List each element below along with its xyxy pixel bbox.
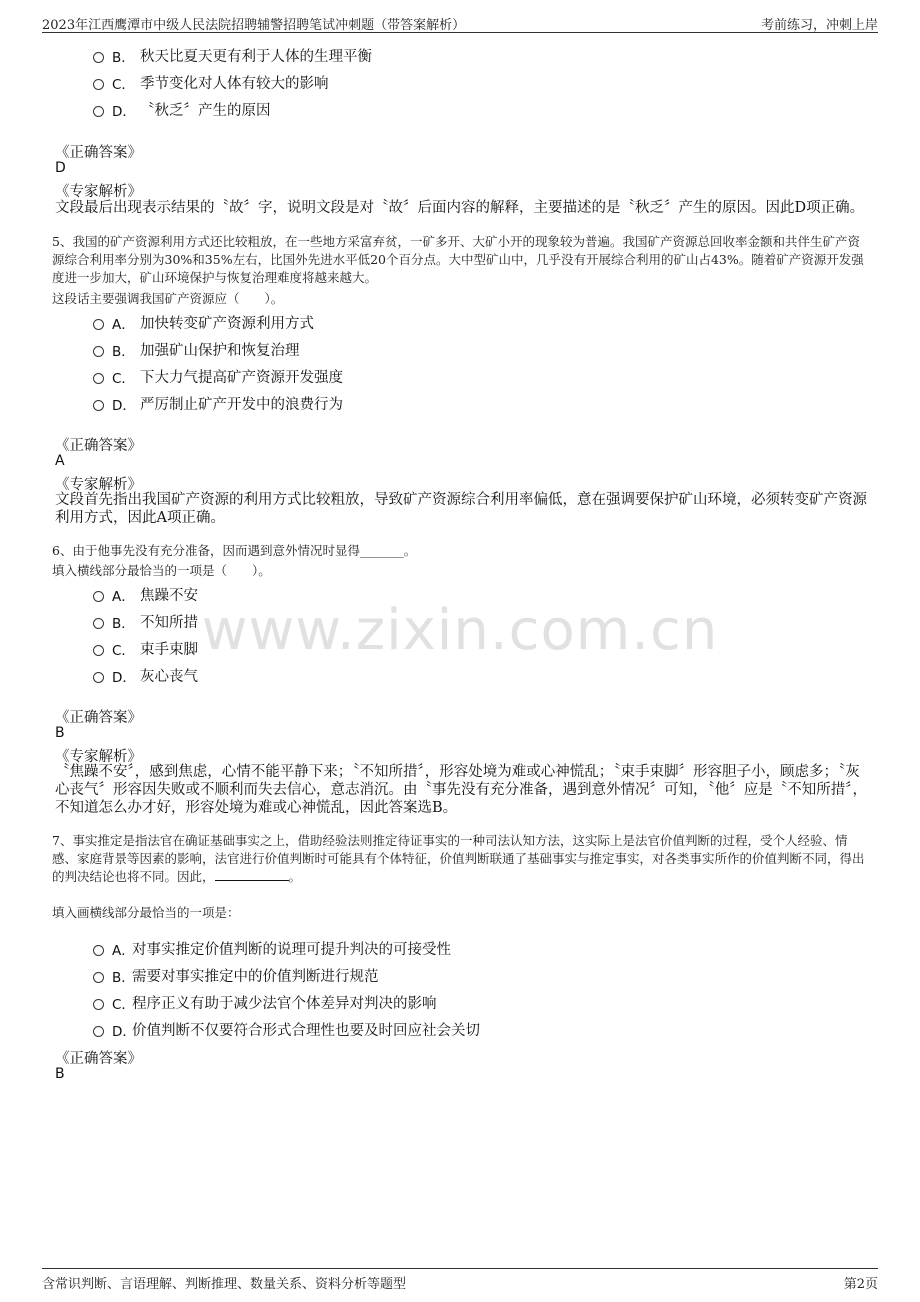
q5-prompt: 这段话主要强调我国矿产资源应（ ）。 bbox=[52, 291, 284, 306]
document-title: 2023年江西鹰潭市中级人民法院招聘辅警招聘笔试冲刺题（带答案解析） bbox=[42, 18, 466, 33]
header-divider bbox=[42, 32, 878, 33]
q6-prompt: 填入横线部分最恰当的一项是（ ）。 bbox=[52, 563, 271, 578]
radio-icon[interactable] bbox=[93, 618, 104, 629]
q4-option-d[interactable]: D． 〝秋乏〞产生的原因 bbox=[93, 99, 271, 120]
q4-answer-tag: 《正确答案》 bbox=[55, 145, 142, 161]
radio-icon[interactable] bbox=[93, 373, 104, 384]
q7-prompt: 填入画横线部分最恰当的一项是： bbox=[52, 905, 240, 920]
footer-text: 含常识判断、言语理解、判断推理、数量关系、资料分析等题型 bbox=[42, 1277, 407, 1292]
q6-stem: 6、由于他事先没有充分准备，因而遇到意外情况时显得_______。 bbox=[52, 543, 417, 558]
q5-analysis: 文段首先指出我国矿产资源的利用方式比较粗放，导致矿产资源综合利用率偏低，意在强调要保护矿山环境，必须转变矿产资源利用方式，因此A项正确。 bbox=[55, 492, 867, 526]
q6-analysis-tag: 《专家解析》 bbox=[55, 749, 142, 765]
q6-option-c[interactable]: C． 束手束脚 bbox=[93, 638, 198, 659]
q5-stem: 5、我国的矿产资源利用方式还比较粗放，在一些地方采富弃贫，一矿多开、大矿小开的现象较为普遍。我国矿产资源总回收率金额和共伴生矿产资源综合利用率分别为30%和35%左右，比国外先进水平低20个百分点。大中型矿山中，几乎没有开展综合利用的矿山占43%。随着矿产资源开发强度进一步加大，矿山环境保护与恢复治理难度将越来越大。 bbox=[52, 234, 864, 285]
radio-icon[interactable] bbox=[93, 999, 104, 1010]
q5-analysis-tag: 《专家解析》 bbox=[55, 477, 142, 493]
radio-icon[interactable] bbox=[93, 319, 104, 330]
q4-answer: D bbox=[55, 160, 66, 176]
q5-option-c[interactable]: C． 下大力气提高矿产资源开发强度 bbox=[93, 366, 343, 387]
q7-option-b[interactable]: B． 需要对事实推定中的价值判断进行规范 bbox=[93, 965, 379, 986]
q6-option-b[interactable]: B． 不知所措 bbox=[93, 611, 198, 632]
q4-analysis-tag: 《专家解析》 bbox=[55, 184, 142, 200]
q6-option-d[interactable]: D． 灰心丧气 bbox=[93, 665, 198, 686]
radio-icon[interactable] bbox=[93, 79, 104, 90]
radio-icon[interactable] bbox=[93, 945, 104, 956]
q4-option-c[interactable]: C． 季节变化对人体有较大的影响 bbox=[93, 72, 329, 93]
q6-answer: B bbox=[55, 725, 65, 741]
q6-option-a[interactable]: A． 焦躁不安 bbox=[93, 584, 198, 605]
q7-option-a[interactable]: A． 对事实推定价值判断的说理可提升判决的可接受性 bbox=[93, 938, 451, 959]
radio-icon[interactable] bbox=[93, 591, 104, 602]
radio-icon[interactable] bbox=[93, 1026, 104, 1037]
q5-option-b[interactable]: B． 加强矿山保护和恢复治理 bbox=[93, 339, 300, 360]
radio-icon[interactable] bbox=[93, 52, 104, 63]
radio-icon[interactable] bbox=[93, 106, 104, 117]
radio-icon[interactable] bbox=[93, 645, 104, 656]
q6-analysis: 〝焦躁不安〞，感到焦虑，心情不能平静下来；〝不知所措〞，形容处境为难或心神慌乱；〝束手束脚〞形容胆子小，顾虑多；〝灰心丧气〞形容因失败或不顺利而失去信心，意志消沉。由〝事先没有充分准备，遇到意外情况〞可知，〝他〞应是〝不知所措〞，不知道怎么办才好，形容处境为难或心神慌乱，因此答案选B。 bbox=[55, 764, 867, 816]
page-number: 第2页 bbox=[843, 1277, 878, 1292]
q5-option-a[interactable]: A． 加快转变矿产资源利用方式 bbox=[93, 312, 314, 333]
footer-divider bbox=[42, 1268, 878, 1269]
q7-option-c[interactable]: C． 程序正义有助于减少法官个体差异对判决的影响 bbox=[93, 992, 437, 1013]
answer-blank bbox=[215, 868, 289, 881]
radio-icon[interactable] bbox=[93, 672, 104, 683]
q6-answer-tag: 《正确答案》 bbox=[55, 710, 142, 726]
q5-option-d[interactable]: D． 严厉制止矿产开发中的浪费行为 bbox=[93, 393, 343, 414]
q4-option-b[interactable]: B． 秋天比夏天更有利于人体的生理平衡 bbox=[93, 45, 372, 66]
q4-analysis: 文段最后出现表示结果的〝故〞字，说明文段是对〝故〞后面内容的解释，主要描述的是〝秋乏〞产生的原因。因此D项正确。 bbox=[55, 200, 865, 216]
radio-icon[interactable] bbox=[93, 346, 104, 357]
q5-answer: A bbox=[55, 453, 65, 469]
header-slogan: 考前练习，冲刺上岸 bbox=[760, 18, 878, 33]
watermark: www.zixin.com.cn bbox=[201, 598, 719, 663]
radio-icon[interactable] bbox=[93, 400, 104, 411]
q7-stem: 7、事实推定是指法官在确证基础事实之上，借助经验法则推定待证事实的一种司法认知方法，这实际上是法官价值判断的过程，受个人经验、情感、家庭背景等因素的影响，法官进行价值判断时可能具有个体特征，价值判断联通了基础事实与推定事实，对各类事实所作的价值判断不同，得出的判决结论也将不同。因此， 。 bbox=[52, 833, 865, 884]
q7-answer-tag: 《正确答案》 bbox=[55, 1051, 142, 1067]
q7-option-d[interactable]: D． 价值判断不仅要符合形式合理性也要及时回应社会关切 bbox=[93, 1019, 480, 1040]
q5-answer-tag: 《正确答案》 bbox=[55, 438, 142, 454]
radio-icon[interactable] bbox=[93, 972, 104, 983]
q7-answer: B bbox=[55, 1066, 65, 1082]
